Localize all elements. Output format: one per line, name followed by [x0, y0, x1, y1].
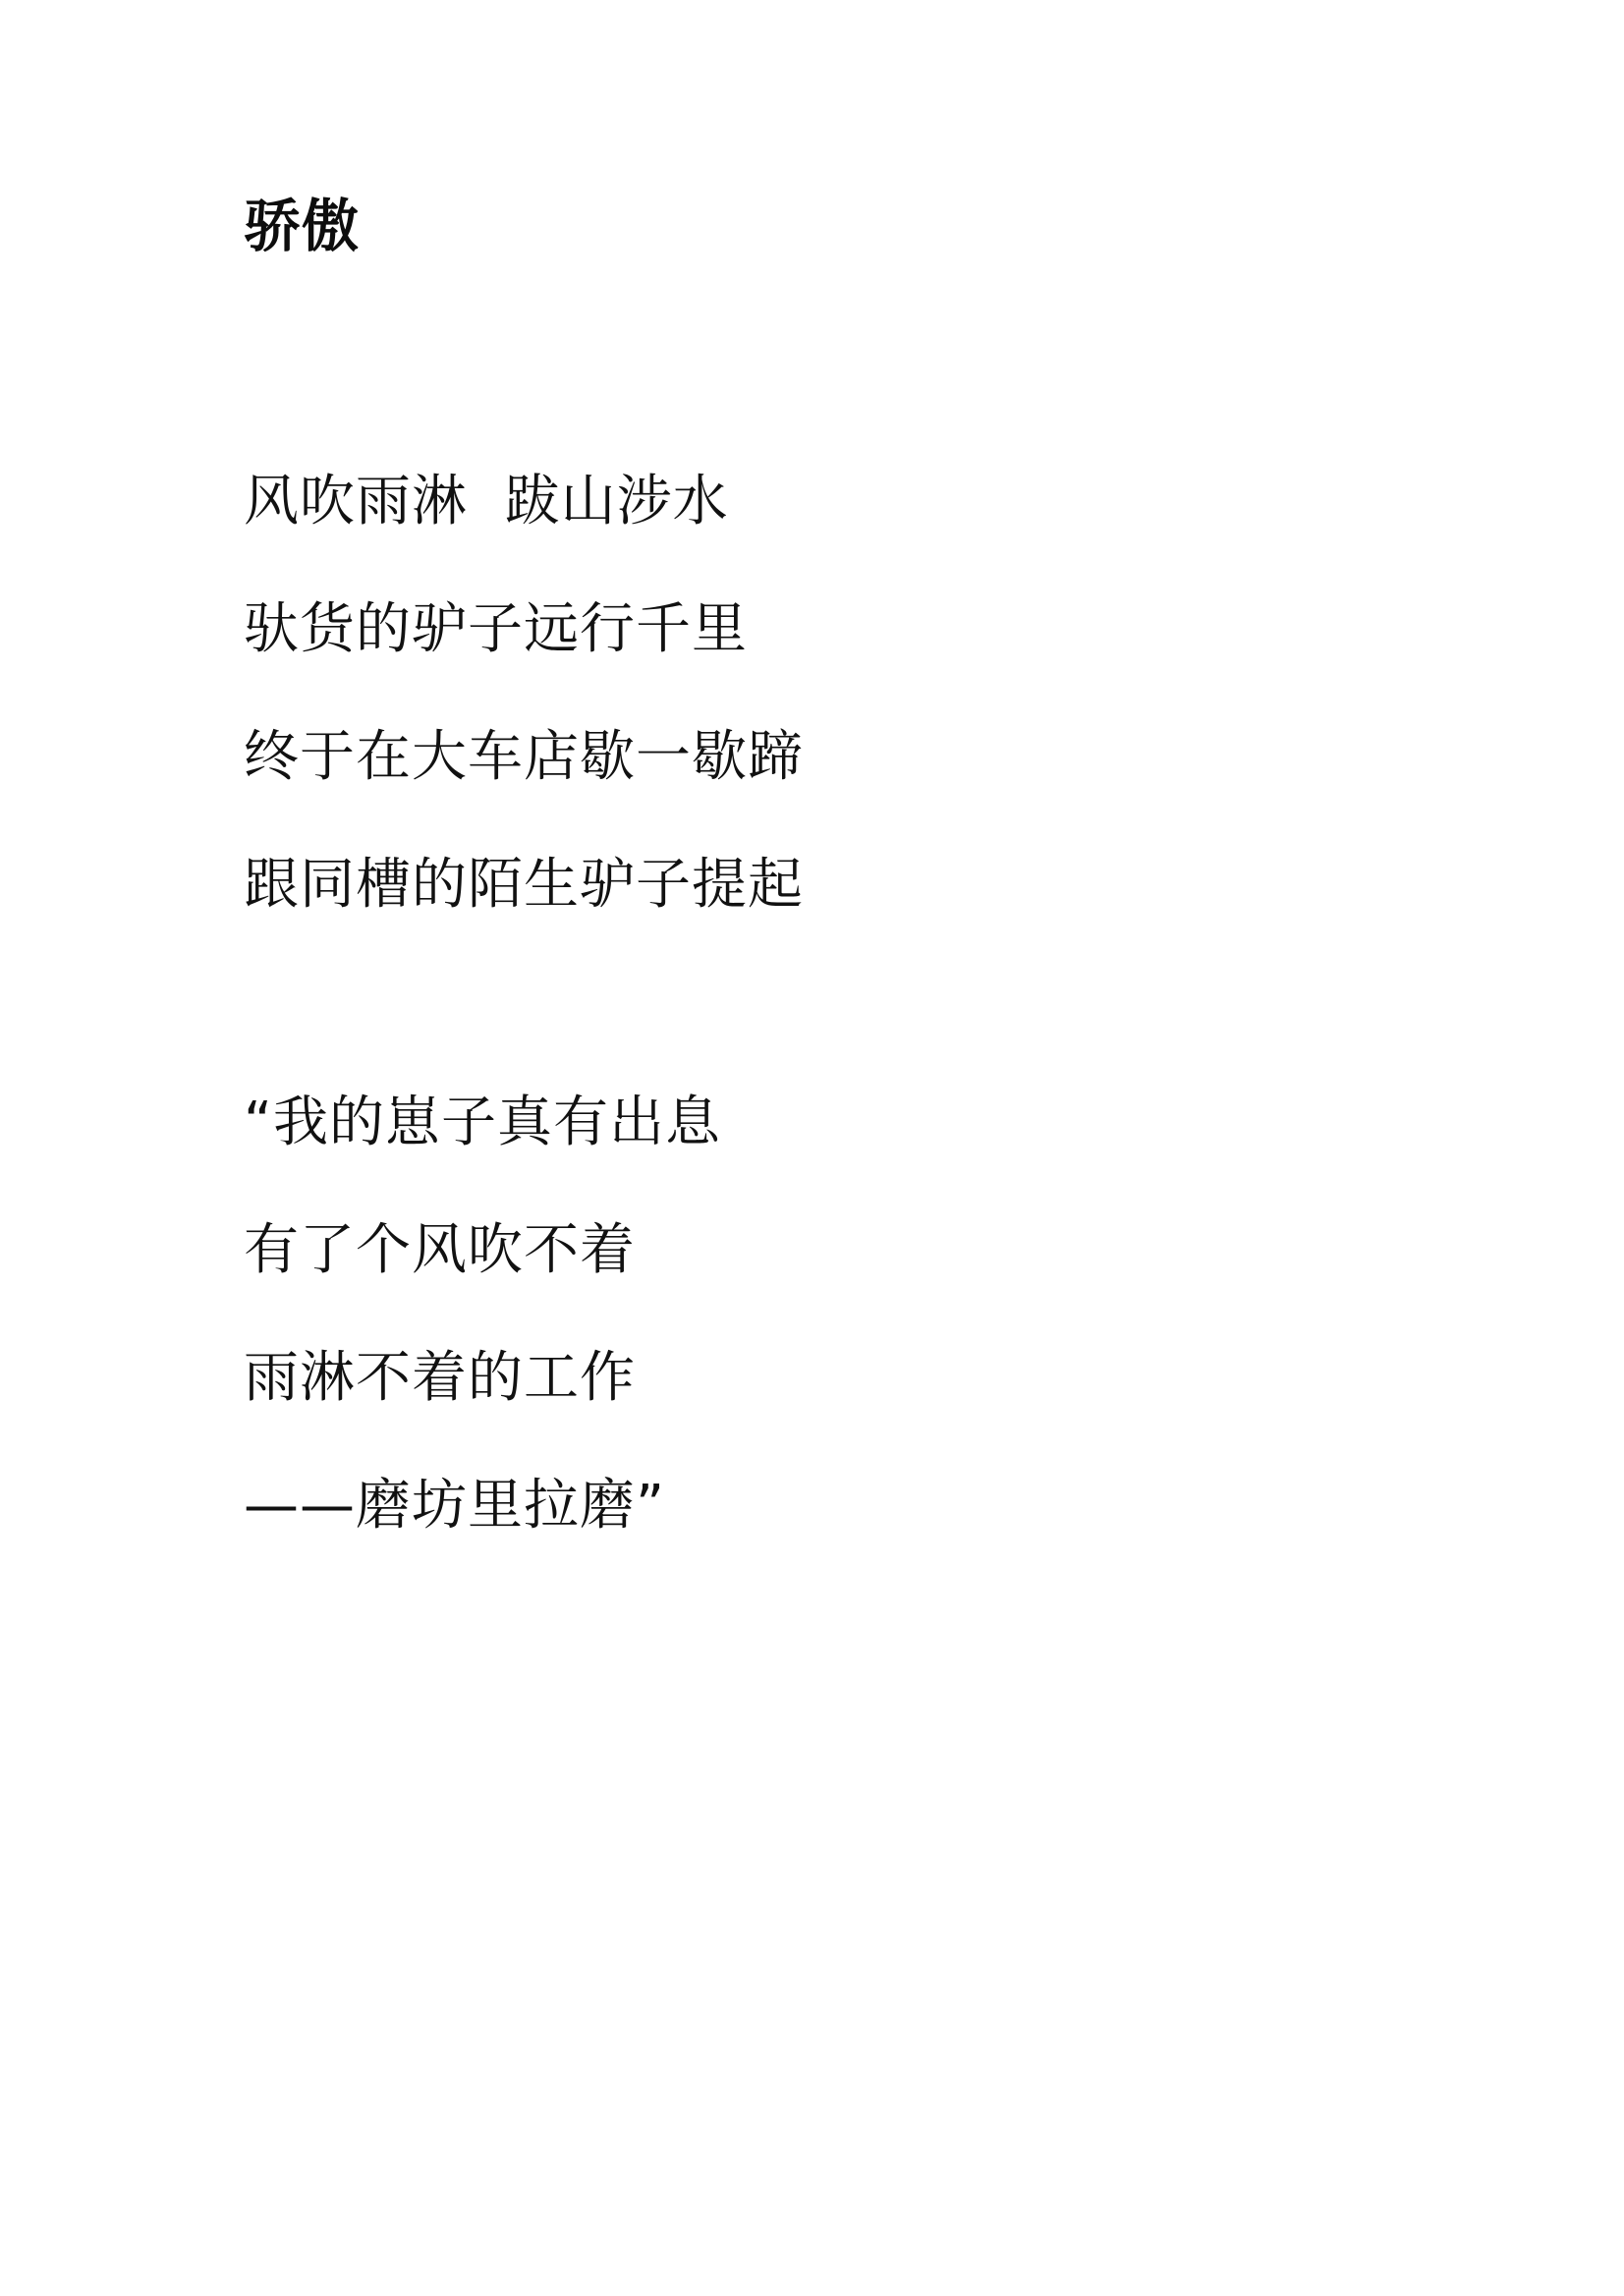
page-title: 骄傲: [244, 193, 361, 259]
poem-line: “我的崽子真有出息: [244, 1090, 722, 1154]
poem-line: 跟同槽的陌生驴子提起: [244, 852, 804, 917]
stanza-2: [244, 1059, 1373, 1570]
poem-body: [244, 193, 1373, 1570]
poem-line: 雨淋不着的工作: [244, 1345, 636, 1410]
poem-line: 有了个风吹不着: [244, 1217, 636, 1282]
poem-line: 终于在大车店歇一歇蹄: [244, 724, 804, 789]
poem-line: 驮货的驴子远行千里: [244, 596, 748, 661]
stanza-1: [244, 438, 1373, 949]
poem-line: 风吹雨淋 跋山涉水: [244, 469, 729, 533]
poem-line: ——磨坊里拉磨”: [244, 1473, 666, 1538]
